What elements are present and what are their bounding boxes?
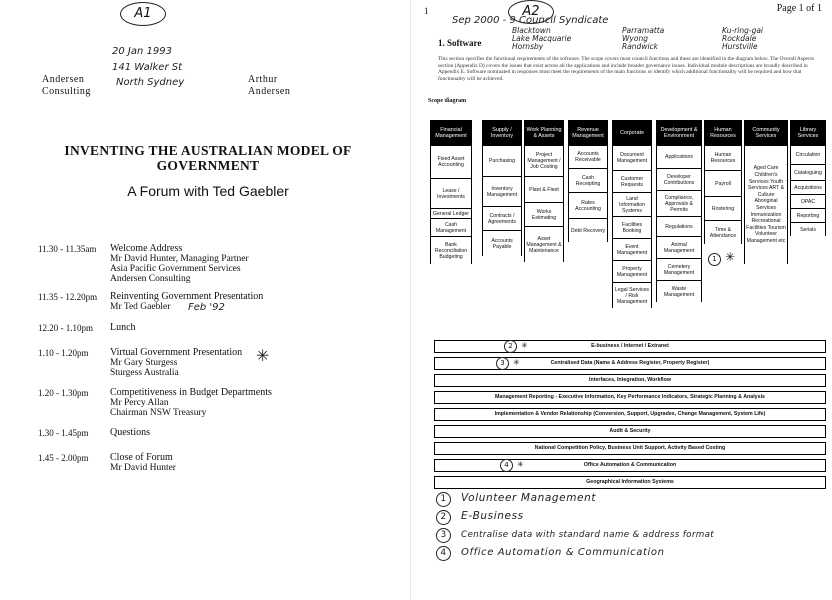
agenda-title: Welcome Address — [110, 243, 183, 254]
agenda-title: Close of Forum — [110, 452, 173, 463]
council-name: Wyong — [622, 34, 648, 43]
column-item: Purchasing — [489, 158, 515, 164]
column-item: Cash Management — [431, 218, 471, 236]
agenda-detail: Mr David Hunter, Managing Partner — [110, 254, 249, 264]
agenda-time: 1.30 - 1.45pm — [38, 428, 89, 438]
logo-line: Andersen — [42, 74, 85, 85]
column-item: Cataloguing — [791, 164, 825, 180]
circled-number: 2 — [436, 510, 451, 525]
column-item: Project Management / Job Costing — [527, 152, 561, 170]
column-header: Revenue Management — [569, 120, 607, 146]
agenda-title: Questions — [110, 427, 150, 438]
column-header: Work Planning & Assets — [525, 120, 563, 146]
handwritten-feb-date: Feb '92 — [188, 302, 225, 313]
handwritten-councils-col3 — [722, 27, 763, 51]
column-item: Plant & Fleet — [525, 176, 563, 202]
council-name: Randwick — [622, 42, 659, 51]
column-item: Property Management — [613, 260, 651, 282]
band-annotation — [500, 459, 524, 472]
agenda-title: Lunch — [110, 322, 136, 333]
column-item: Legal Services / Risk Management — [613, 282, 651, 308]
note-text: Office Automation & Communication — [461, 547, 665, 558]
column-development-environment — [656, 120, 702, 302]
agenda-title: Virtual Government Presentation — [110, 347, 243, 358]
column-item: Cash Receipting — [569, 168, 607, 192]
council-name: Hornsby — [512, 42, 544, 51]
page-number: 1 — [424, 6, 429, 16]
column-item: Inventory Management — [483, 176, 521, 206]
column-item: Payroll — [705, 170, 741, 196]
agenda-title: Competitiveness in Budget Departments — [110, 387, 272, 398]
column-item: Contracts / Agreements — [483, 206, 521, 230]
column-header: Financial Management — [431, 120, 471, 146]
circled-number: 1 — [436, 492, 451, 507]
column-item: Circulation — [795, 152, 821, 158]
forum-subtitle: A Forum with Ted Gaebler — [127, 183, 289, 199]
band-centralised-data: Centralised Data (Name & Address Register, Property Register) — [434, 357, 826, 370]
column-header: Supply / Inventory — [483, 120, 521, 146]
logo-line: Consulting — [42, 86, 91, 97]
agenda-time: 11.30 - 11.35am — [38, 244, 97, 254]
council-name: Hurstville — [722, 42, 758, 51]
band-ebusiness: E-business / Internet / Extranet — [434, 340, 826, 353]
page-tag-a2: A2 — [508, 0, 554, 24]
agenda-time: 1.20 - 1.30pm — [38, 388, 89, 398]
column-financial-management — [430, 120, 472, 264]
agenda-detail: Mr David Hunter — [110, 463, 176, 473]
column-item: Regulations — [657, 216, 701, 236]
agenda-detail: Mr Percy Allan — [110, 398, 169, 408]
column-item: Facilities Booking — [613, 216, 651, 238]
column-item: Aged Care Children's Services Youth Services ART & Culture Aboriginal Services Immunization Recreational Facilities Tourism Volunteer Management etc — [746, 165, 786, 244]
handwritten-header: Sep 2000 - 9 Council Syndicate — [452, 15, 609, 26]
column-item: Serials — [791, 222, 825, 236]
handwritten-councils-col1 — [512, 27, 571, 51]
logo-line: Andersen — [248, 86, 291, 97]
column-header: Human Resources — [705, 120, 741, 146]
band-annotation — [504, 340, 528, 353]
column-item: Animal Management — [657, 236, 701, 258]
column-revenue-management — [568, 120, 608, 242]
logo-arthur-andersen — [248, 74, 290, 98]
circled-number: 1 — [708, 253, 721, 266]
star-mark: ✳ — [517, 460, 524, 469]
column-item: Reporting — [791, 208, 825, 222]
column-item: Document Management — [616, 152, 648, 164]
column-item: Lease / Investments — [431, 178, 471, 208]
agenda-time: 11.35 - 12.20pm — [38, 292, 98, 302]
column-item: Developer Contributions — [657, 168, 701, 190]
handwritten-note — [436, 546, 665, 561]
column-header: Library Services — [791, 120, 825, 146]
right-page — [416, 0, 832, 600]
column-work-planning — [524, 120, 564, 262]
column-human-resources — [704, 120, 742, 244]
circled-number: 2 — [504, 340, 517, 353]
forum-title-line2: GOVERNMENT — [156, 158, 260, 173]
intro-paragraph: This section specifies the functional requirements of the software. The scope covers most council functions and these are identified in the diagram below. The Overall Aspects section (Appendix D) covers the issues that exist across all the applications and include broader governance issues. Individual module descriptions are broadly described in Appendix E. Software nominated in responses must meet the requirements of the main functions or identify which additional functionality will be required and how that functionality will be achieved. — [438, 56, 814, 82]
column-item: Cemetery Management — [657, 258, 701, 280]
star-mark: ✳ — [725, 250, 736, 264]
page-gutter — [410, 0, 411, 600]
column-item: Rates Accounting — [569, 192, 607, 218]
band-implementation: Implementation & Vendor Relationship (Conversion, Support, Upgrades, Change Management, System Life) — [434, 408, 826, 421]
column-header: Community Services — [745, 120, 787, 146]
section-title: 1. Software — [438, 38, 482, 48]
column-item: Compliance, Approvals & Permits — [657, 190, 701, 216]
agenda-detail: Mr Ted Gaebler — [110, 302, 171, 312]
hr-annotation — [708, 250, 735, 266]
column-item: Asset Management & Maintenance — [525, 226, 563, 262]
note-text: Volunteer Management — [461, 492, 597, 504]
band-management-reporting: Management Reporting - Executive Information, Key Performance Indicators, Strategic Planning & Analysis — [434, 391, 826, 404]
handwritten-councils-col2 — [622, 27, 664, 51]
star-mark: ✳ — [521, 341, 528, 350]
column-item: Accounts Receivable — [575, 151, 601, 163]
page-tag-a1: A1 — [120, 2, 166, 26]
star-annotation: ✳ — [256, 346, 270, 365]
column-item: General Ledger — [431, 208, 471, 218]
handwritten-note — [436, 492, 596, 507]
column-item: Bank Reconciliation Budgeting — [431, 236, 471, 264]
council-name: Lake Macquarie — [512, 34, 572, 43]
column-item: Land Information Systems — [613, 192, 651, 216]
handwritten-city: North Sydney — [116, 77, 185, 88]
column-item: Waste Management — [657, 280, 701, 302]
agenda-detail: Sturgess Australia — [110, 368, 179, 378]
column-item: Accounts Payable — [483, 230, 521, 256]
band-audit-security: Audit & Security — [434, 425, 826, 438]
agenda-detail: Andersen Consulting — [110, 274, 191, 284]
note-text: Centralise data with standard name & address format — [461, 530, 715, 540]
band-interfaces: Interfaces, Integration, Workflow — [434, 374, 826, 387]
column-item: Human Resources — [710, 152, 736, 164]
agenda-detail: Asia Pacific Government Services — [110, 264, 241, 274]
column-item: Time & Attendance — [705, 220, 741, 244]
circled-number: 4 — [500, 459, 513, 472]
handwritten-address: 141 Walker St — [112, 62, 183, 73]
logo-andersen-consulting — [42, 74, 91, 98]
agenda-title: Reinventing Government Presentation — [110, 291, 264, 302]
logo-line: Arthur — [248, 74, 278, 85]
circled-number: 4 — [436, 546, 451, 561]
council-name: Ku-ring-gai — [722, 26, 764, 35]
column-item: Fixed Asset Accounting — [437, 156, 465, 168]
band-competition-policy: National Competition Policy, Business Unit Support, Activity Based Costing — [434, 442, 826, 455]
column-item: Customer Requests — [613, 170, 651, 192]
handwritten-date: 20 Jan 1993 — [112, 46, 172, 57]
column-header: Development & Environment — [657, 120, 701, 146]
circled-number: 3 — [496, 357, 509, 370]
column-community-services — [744, 120, 788, 264]
column-corporate — [612, 120, 652, 308]
column-supply-inventory — [482, 120, 522, 256]
column-item: OPAC — [791, 194, 825, 208]
agenda-time: 1.45 - 2.00pm — [38, 453, 89, 463]
band-annotation — [496, 357, 520, 370]
agenda-detail: Chairman NSW Treasury — [110, 408, 207, 418]
column-item: Applications — [665, 154, 693, 160]
column-item: Debt Recovery — [569, 218, 607, 242]
note-text: E-Business — [461, 510, 524, 522]
column-item: Event Management — [613, 238, 651, 260]
council-name: Parramatta — [622, 26, 665, 35]
band-office-automation: Office Automation & Communication — [434, 459, 826, 472]
column-library-services — [790, 120, 826, 236]
agenda-time: 12.20 - 1.10pm — [38, 323, 93, 333]
agenda-detail: Mr Gary Sturgess — [110, 358, 178, 368]
column-item: Rostering — [705, 196, 741, 220]
agenda-time: 1.10 - 1.20pm — [38, 348, 89, 358]
page-label: Page 1 of 1 — [776, 3, 822, 14]
council-name: Rockdale — [722, 34, 757, 43]
scope-diagram-label: Scope diagram — [428, 98, 467, 104]
handwritten-note — [436, 528, 714, 543]
council-name: Blacktown — [512, 26, 551, 35]
column-item: Works Estimating — [525, 202, 563, 226]
handwritten-note — [436, 510, 524, 525]
forum-title-line1: INVENTING THE AUSTRALIAN MODEL OF — [64, 143, 352, 158]
column-item: Acquisitions — [791, 180, 825, 194]
column-header: Corporate — [613, 120, 651, 146]
star-mark: ✳ — [513, 358, 520, 367]
band-gis: Geographical Information Systems — [434, 476, 826, 489]
circled-number: 3 — [436, 528, 451, 543]
